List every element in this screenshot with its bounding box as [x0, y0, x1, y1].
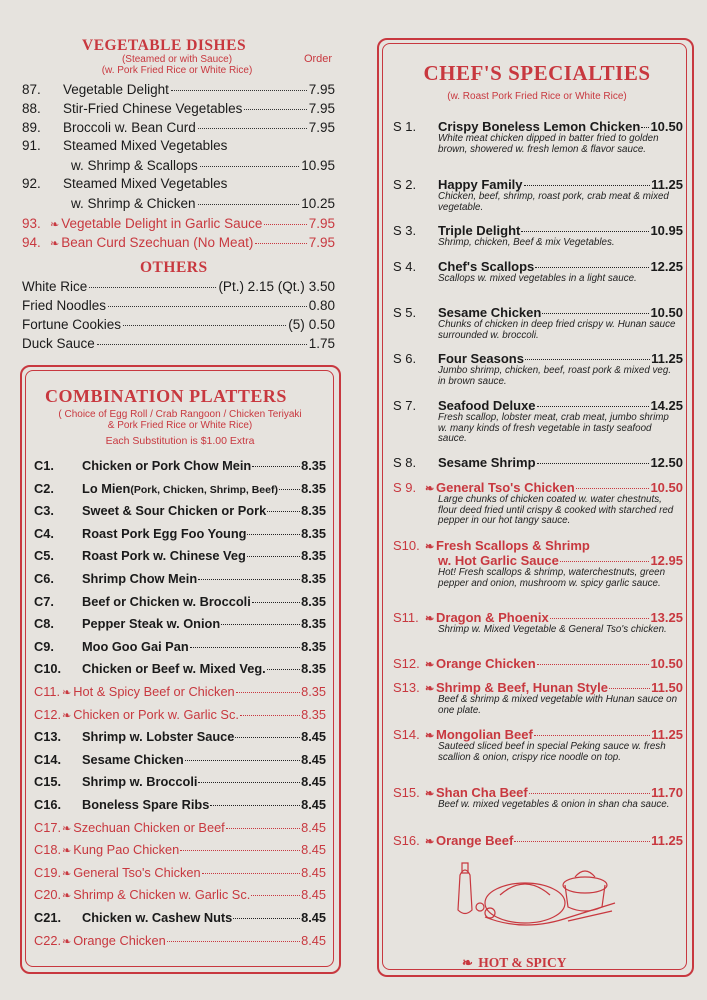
others-duck-sauce: Duck Sauce 1.75 — [22, 335, 335, 351]
veg-item-91-sub: w. Shrimp & Scallops 10.95 — [71, 157, 335, 173]
specialties-subtitle: (w. Roast Pork Fried Rice or White Rice) — [447, 91, 627, 102]
pepper-icon: ❧ — [50, 219, 60, 231]
combo-item: C7. Beef or Chicken w. Broccoli 8.35 — [34, 594, 326, 609]
pepper-icon: ❧ — [62, 890, 72, 903]
veg-item-93: 93. ❧ Vegetable Delight in Garlic Sauce 7.95 — [22, 215, 335, 231]
others-fried-noodles: Fried Noodles 0.80 — [22, 297, 335, 313]
pepper-icon: ❧ — [425, 541, 435, 553]
hot-spicy-legend: ❧ HOT & SPICY — [462, 955, 567, 970]
pepper-icon: ❧ — [462, 955, 473, 970]
combo-item: C3. Sweet & Sour Chicken or Pork 8.35 — [34, 503, 326, 518]
combo-item: C4. Roast Pork Egg Foo Young 8.35 — [34, 526, 326, 541]
specialty-item: S 5. Sesame Chicken 10.50 Chunks of chicken in deep fried crispy w. Hunan sauce surrounded w. broccoli. — [393, 305, 683, 341]
veg-item-88: 88. Stir-Fried Chinese Vegetables 7.95 — [22, 100, 335, 116]
pepper-icon: ❧ — [62, 709, 72, 722]
pepper-icon: ❧ — [425, 613, 435, 625]
others-fortune-cookies: Fortune Cookies (5) 0.50 — [22, 316, 335, 332]
veg-item-87: 87. Vegetable Delight 7.95 — [22, 81, 335, 97]
combo-item: C12. ❧ Chicken or Pork w. Garlic Sc. 8.35 — [34, 707, 326, 722]
pepper-icon: ❧ — [62, 845, 72, 858]
specialty-item: S 6. Four Seasons 11.25 Jumbo shrimp, chicken, beef, roast pork & mixed veg. in brown sauce. — [393, 351, 683, 387]
others-white-rice: White Rice (Pt.) 2.15 (Qt.) 3.50 — [22, 278, 335, 294]
specialty-item: S12. ❧ Orange Chicken 10.50 — [393, 656, 683, 671]
others-title: OTHERS — [140, 259, 208, 276]
combination-title: COMBINATION PLATTERS — [45, 386, 287, 406]
specialty-item: S13. ❧ Shrimp & Beef, Hunan Style 11.50 Beef & shrimp & mixed vegetable with Hunan sauce on one plate. — [393, 680, 683, 716]
combo-item: C5. Roast Pork w. Chinese Veg 8.35 — [34, 548, 326, 563]
combo-item: C2. Lo Mien (Pork, Chicken, Shrimp, Beef) 8.35 — [34, 481, 326, 496]
combo-item: C13. Shrimp w. Lobster Sauce 8.45 — [34, 729, 326, 744]
combination-subtitle-2: & Pork Fried Rice or White Rice) — [107, 420, 253, 431]
combination-subtitle-3: Each Substitution is $1.00 Extra — [105, 435, 255, 447]
specialty-item: S 4. Chef's Scallops 12.25 Scallops w. mixed vegetables in a light sauce. — [393, 259, 683, 285]
combo-item: C10. Chicken or Beef w. Mixed Veg. 8.35 — [34, 661, 326, 676]
combo-item: C11. ❧ Hot & Spicy Beef or Chicken 8.35 — [34, 684, 326, 699]
food-illustration — [450, 855, 620, 935]
pepper-icon: ❧ — [425, 483, 435, 495]
specialty-item: S14. ❧ Mongolian Beef 11.25 Sauteed sliced beef in special Peking sauce w. fresh scallion & onion, crispy rice noodle on top. — [393, 727, 683, 763]
specialty-item: S 9. ❧ General Tso's Chicken 10.50 Large chunks of chicken coated w. water chestnuts, flour deed fried until crispy & cooked with starched red pepper in our hot tangy sauce. — [393, 480, 683, 527]
combo-item: C21. Chicken w. Cashew Nuts 8.45 — [34, 910, 326, 925]
combo-item: C1. Chicken or Pork Chow Mein 8.35 — [34, 458, 326, 473]
vegetable-subtitle-1: (Steamed or with Sauce) — [121, 54, 233, 65]
specialty-item: S15. ❧ Shan Cha Beef 11.70 Beef w. mixed vegetables & onion in shan cha sauce. — [393, 785, 683, 811]
combination-subtitle-1: ( Choice of Egg Roll / Crab Rangoon / Chicken Teriyaki — [58, 409, 302, 420]
combo-item: C19. ❧ General Tso's Chicken 8.45 — [34, 865, 326, 880]
combo-item: C22. ❧ Orange Chicken 8.45 — [34, 933, 326, 948]
pepper-icon: ❧ — [425, 730, 435, 742]
pepper-icon: ❧ — [425, 659, 435, 671]
vegetable-subtitle-2: (w. Pork Fried Rice or White Rice) — [101, 65, 253, 76]
pepper-icon: ❧ — [425, 836, 435, 848]
pepper-icon: ❧ — [425, 788, 435, 800]
specialty-item: S 1. Crispy Boneless Lemon Chicken 10.50 White meat chicken dipped in batter fried to golden brown, showered w. fresh lemon & flavor sauce. — [393, 119, 683, 155]
specialty-item: S 7. Seafood Deluxe 14.25 Fresh scallop, lobster meat, crab meat, jumbo shrimp w. many kinds of fresh vegetable in tasty seafood sauce. — [393, 398, 683, 445]
combo-item: C14. Sesame Chicken 8.45 — [34, 752, 326, 767]
specialty-item: S 2. Happy Family 11.25 Chicken, beef, shrimp, roast pork, crab meat & mixed vegetable. — [393, 177, 683, 213]
veg-item-92: 92. Steamed Mixed Vegetables — [22, 176, 228, 191]
combo-item: C17. ❧ Szechuan Chicken or Beef 8.45 — [34, 820, 326, 835]
veg-item-92-sub: w. Shrimp & Chicken 10.25 — [71, 195, 335, 211]
combo-item: C16. Boneless Spare Ribs 8.45 — [34, 797, 326, 812]
combo-item: C6. Shrimp Chow Mein 8.35 — [34, 571, 326, 586]
combo-item: C9. Moo Goo Gai Pan 8.35 — [34, 639, 326, 654]
combo-item: C18. ❧ Kung Pao Chicken 8.45 — [34, 842, 326, 857]
pepper-icon: ❧ — [62, 935, 72, 948]
vegetable-title: VEGETABLE DISHES — [82, 37, 247, 54]
pepper-icon: ❧ — [50, 238, 60, 250]
specialty-item: S11. ❧ Dragon & Phoenix 13.25 Shrimp w. Mixed Vegetable & General Tso's chicken. — [393, 610, 683, 636]
specialty-item: S 8. Sesame Shrimp 12.50 — [393, 455, 683, 470]
veg-item-89: 89. Broccoli w. Bean Curd 7.95 — [22, 119, 335, 135]
specialties-title: CHEF'S SPECIALTIES — [423, 61, 651, 85]
combo-item: C8. Pepper Steak w. Onion 8.35 — [34, 616, 326, 631]
pepper-icon: ❧ — [62, 867, 72, 880]
order-label: Order — [303, 53, 333, 65]
veg-item-94: 94. ❧ Bean Curd Szechuan (No Meat) 7.95 — [22, 234, 335, 250]
specialty-item: S 3. Triple Delight 10.95 Shrimp, chicken, Beef & mix Vegetables. — [393, 223, 683, 249]
pepper-icon: ❧ — [425, 683, 435, 695]
pepper-icon: ❧ — [62, 822, 72, 835]
pepper-icon: ❧ — [62, 687, 72, 699]
combo-item: C15. Shrimp w. Broccoli 8.45 — [34, 774, 326, 789]
specialty-item: S16. ❧ Orange Beef 11.25 — [393, 833, 683, 848]
combo-item: C20. ❧ Shrimp & Chicken w. Garlic Sc. 8.45 — [34, 887, 326, 902]
specialty-item: S10. ❧ Fresh Scallops & Shrimp w. Hot Garlic Sauce 12.95 Hot! Fresh scallops & shrimp, waterchestnuts, green pepper and onion, mushroom w. spicy garlic sauce. — [393, 538, 683, 589]
veg-item-91: 91. Steamed Mixed Vegetables — [22, 138, 228, 153]
